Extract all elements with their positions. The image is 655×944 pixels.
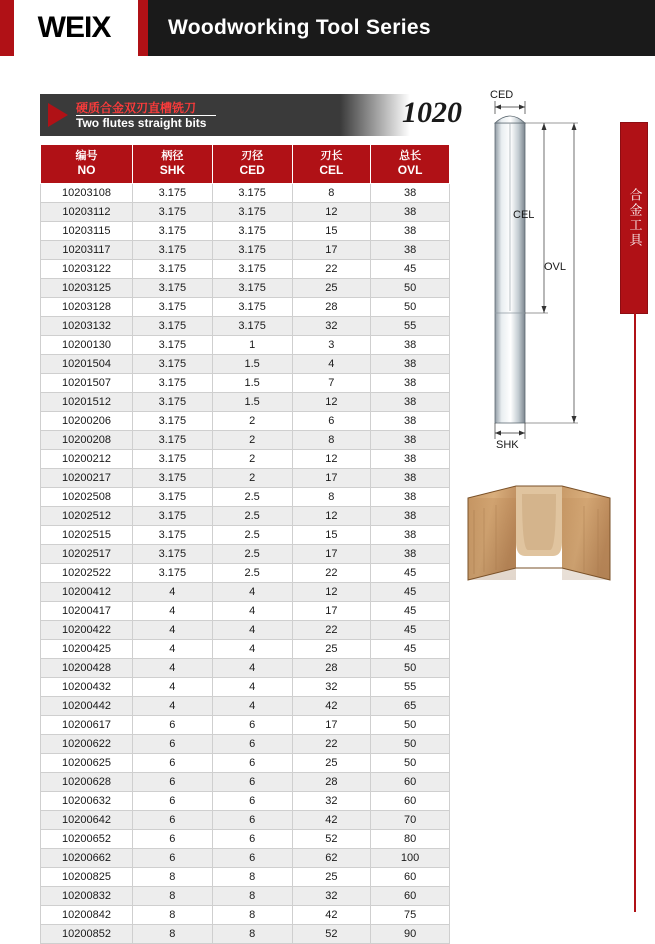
- page-content: [0, 56, 655, 940]
- label-ovl: OVL: [544, 261, 567, 273]
- table-row: [41, 449, 450, 468]
- table-cell: 50: [371, 734, 450, 753]
- table-cell: 45: [371, 639, 450, 658]
- table-row: [41, 810, 450, 829]
- page-header: [0, 0, 655, 56]
- table-cell: 10203132: [41, 316, 133, 335]
- col-header-cel: 刃长 CEL: [292, 145, 371, 184]
- table-cell: 55: [371, 677, 450, 696]
- label-shk: SHK: [496, 439, 519, 451]
- table-row: [41, 734, 450, 753]
- table-cell: 10202515: [41, 525, 133, 544]
- table-cell: 8: [132, 886, 212, 905]
- table-row: [41, 620, 450, 639]
- table-cell: 25: [292, 753, 371, 772]
- table-header-row: [41, 145, 450, 184]
- table-cell: 10201507: [41, 373, 133, 392]
- table-cell: 10200425: [41, 639, 133, 658]
- table-cell: 42: [292, 810, 371, 829]
- table-cell: 10200662: [41, 848, 133, 867]
- table-cell: 6: [212, 791, 292, 810]
- table-cell: 3.175: [132, 525, 212, 544]
- table-cell: 3.175: [132, 563, 212, 582]
- table-row: [41, 677, 450, 696]
- table-cell: 1: [212, 335, 292, 354]
- table-cell: 50: [371, 278, 450, 297]
- table-cell: 3.175: [132, 183, 212, 202]
- series-number: 1020: [402, 96, 462, 129]
- table-cell: 6: [132, 848, 212, 867]
- table-cell: 3.175: [212, 278, 292, 297]
- table-cell: 10200632: [41, 791, 133, 810]
- table-cell: 3.175: [132, 487, 212, 506]
- table-cell: 6: [132, 772, 212, 791]
- table-row: [41, 278, 450, 297]
- table-cell: 60: [371, 886, 450, 905]
- table-row: [41, 202, 450, 221]
- side-rule: [634, 312, 636, 912]
- table-cell: 4: [132, 639, 212, 658]
- table-cell: 3.175: [132, 544, 212, 563]
- col-header-shk: 柄径 SHK: [132, 145, 212, 184]
- table-cell: 60: [371, 867, 450, 886]
- table-cell: 38: [371, 506, 450, 525]
- table-cell: 62: [292, 848, 371, 867]
- table-cell: 60: [371, 791, 450, 810]
- table-cell: 3.175: [212, 259, 292, 278]
- table-row: [41, 468, 450, 487]
- table-cell: 10200628: [41, 772, 133, 791]
- table-cell: 6: [132, 734, 212, 753]
- table-cell: 2: [212, 430, 292, 449]
- table-row: [41, 487, 450, 506]
- table-row: [41, 601, 450, 620]
- table-cell: 3: [292, 335, 371, 354]
- table-cell: 52: [292, 829, 371, 848]
- table-cell: 10202517: [41, 544, 133, 563]
- table-cell: 38: [371, 354, 450, 373]
- table-cell: 45: [371, 582, 450, 601]
- col-header-no: 编号 NO: [41, 145, 133, 184]
- table-cell: 4: [132, 658, 212, 677]
- table-cell: 38: [371, 487, 450, 506]
- table-cell: 2: [212, 411, 292, 430]
- table-row: [41, 373, 450, 392]
- table-cell: 22: [292, 259, 371, 278]
- table-cell: 10200642: [41, 810, 133, 829]
- table-row: [41, 259, 450, 278]
- table-cell: 6: [132, 753, 212, 772]
- table-cell: 8: [212, 924, 292, 943]
- table-cell: 12: [292, 582, 371, 601]
- banner-title-en: Two flutes straight bits: [76, 116, 207, 130]
- table-cell: 6: [212, 848, 292, 867]
- logo-accent-left: [0, 0, 14, 56]
- table-cell: 50: [371, 658, 450, 677]
- table-cell: 8: [212, 886, 292, 905]
- table-cell: 10200825: [41, 867, 133, 886]
- table-cell: 70: [371, 810, 450, 829]
- table-cell: 3.175: [132, 392, 212, 411]
- table-cell: 10203128: [41, 297, 133, 316]
- table-cell: 100: [371, 848, 450, 867]
- table-cell: 10202522: [41, 563, 133, 582]
- table-cell: 22: [292, 620, 371, 639]
- table-cell: 15: [292, 221, 371, 240]
- table-cell: 2.5: [212, 563, 292, 582]
- table-row: [41, 582, 450, 601]
- table-cell: 10200852: [41, 924, 133, 943]
- table-cell: 3.175: [212, 202, 292, 221]
- table-cell: 2.5: [212, 544, 292, 563]
- table-cell: 10200212: [41, 449, 133, 468]
- table-cell: 6: [212, 772, 292, 791]
- table-row: [41, 905, 450, 924]
- table-cell: 3.175: [132, 221, 212, 240]
- table-cell: 38: [371, 411, 450, 430]
- table-cell: 28: [292, 772, 371, 791]
- logo-text: WEIX: [37, 11, 111, 44]
- table-cell: 4: [212, 620, 292, 639]
- table-cell: 4: [212, 658, 292, 677]
- table-row: [41, 240, 450, 259]
- table-cell: 3.175: [212, 240, 292, 259]
- table-cell: 12: [292, 202, 371, 221]
- table-cell: 10201504: [41, 354, 133, 373]
- table-cell: 32: [292, 791, 371, 810]
- table-cell: 10200617: [41, 715, 133, 734]
- table-cell: 4: [212, 696, 292, 715]
- table-cell: 2.5: [212, 506, 292, 525]
- col-header-ovl: 总长 OVL: [371, 145, 450, 184]
- table-cell: 3.175: [212, 221, 292, 240]
- table-cell: 10203108: [41, 183, 133, 202]
- table-cell: 12: [292, 449, 371, 468]
- table-cell: 1.5: [212, 392, 292, 411]
- table-cell: 3.175: [132, 506, 212, 525]
- table-cell: 15: [292, 525, 371, 544]
- table-cell: 6: [132, 829, 212, 848]
- table-row: [41, 183, 450, 202]
- table-cell: 38: [371, 240, 450, 259]
- table-cell: 38: [371, 373, 450, 392]
- table-cell: 12: [292, 506, 371, 525]
- table-cell: 32: [292, 886, 371, 905]
- table-cell: 17: [292, 544, 371, 563]
- table-cell: 10202508: [41, 487, 133, 506]
- table-cell: 10200206: [41, 411, 133, 430]
- table-cell: 8: [132, 924, 212, 943]
- table-cell: 4: [212, 677, 292, 696]
- tool-technical-drawing: [462, 89, 612, 461]
- table-cell: 8: [292, 487, 371, 506]
- table-cell: 10200652: [41, 829, 133, 848]
- table-cell: 10200432: [41, 677, 133, 696]
- table-cell: 8: [132, 905, 212, 924]
- table-cell: 10200842: [41, 905, 133, 924]
- table-cell: 38: [371, 525, 450, 544]
- table-cell: 3.175: [212, 297, 292, 316]
- table-row: [41, 506, 450, 525]
- table-cell: 22: [292, 563, 371, 582]
- table-cell: 3.175: [132, 240, 212, 259]
- table-row: [41, 715, 450, 734]
- label-ced: CED: [490, 89, 514, 101]
- table-cell: 10203115: [41, 221, 133, 240]
- table-row: [41, 411, 450, 430]
- label-cel: CEL: [513, 209, 535, 221]
- spec-table: [40, 144, 450, 944]
- table-row: [41, 848, 450, 867]
- straight-bit-diagram-svg: [462, 101, 612, 461]
- table-cell: 4: [132, 620, 212, 639]
- banner-title-cn: 硬质合金双刃直槽铣刀: [76, 101, 197, 115]
- table-cell: 65: [371, 696, 450, 715]
- table-cell: 50: [371, 297, 450, 316]
- table-cell: 4: [212, 639, 292, 658]
- table-cell: 4: [212, 582, 292, 601]
- table-row: [41, 639, 450, 658]
- table-cell: 80: [371, 829, 450, 848]
- table-cell: 17: [292, 601, 371, 620]
- table-cell: 3.175: [212, 183, 292, 202]
- table-cell: 3.175: [132, 278, 212, 297]
- wood-block-svg: [466, 482, 616, 587]
- table-cell: 38: [371, 202, 450, 221]
- table-cell: 1.5: [212, 354, 292, 373]
- table-cell: 6: [132, 791, 212, 810]
- banner-fade: [340, 94, 410, 136]
- table-cell: 38: [371, 468, 450, 487]
- table-cell: 38: [371, 335, 450, 354]
- table-cell: 10200832: [41, 886, 133, 905]
- table-row: [41, 658, 450, 677]
- table-cell: 6: [212, 753, 292, 772]
- table-cell: 6: [132, 810, 212, 829]
- logo-accent-right: [138, 0, 148, 56]
- table-row: [41, 772, 450, 791]
- table-row: [41, 525, 450, 544]
- table-cell: 25: [292, 639, 371, 658]
- table-cell: 10201512: [41, 392, 133, 411]
- table-cell: 42: [292, 905, 371, 924]
- table-cell: 42: [292, 696, 371, 715]
- table-cell: 3.175: [132, 297, 212, 316]
- col-header-ced: 刃径 CED: [212, 145, 292, 184]
- table-cell: 50: [371, 715, 450, 734]
- wood-sample-illustration: [466, 482, 616, 587]
- table-cell: 3.175: [132, 468, 212, 487]
- table-row: [41, 221, 450, 240]
- table-cell: 3.175: [132, 316, 212, 335]
- table-cell: 25: [292, 278, 371, 297]
- table-cell: 10203125: [41, 278, 133, 297]
- table-cell: 90: [371, 924, 450, 943]
- table-cell: 3.175: [212, 316, 292, 335]
- table-row: [41, 392, 450, 411]
- table-cell: 6: [212, 829, 292, 848]
- table-cell: 8: [212, 905, 292, 924]
- table-cell: 1.5: [212, 373, 292, 392]
- table-row: [41, 354, 450, 373]
- series-banner: [40, 94, 462, 136]
- table-row: [41, 791, 450, 810]
- table-cell: 6: [212, 715, 292, 734]
- table-cell: 10200422: [41, 620, 133, 639]
- table-row: [41, 867, 450, 886]
- table-cell: 17: [292, 715, 371, 734]
- table-cell: 38: [371, 392, 450, 411]
- table-cell: 8: [292, 430, 371, 449]
- table-row: [41, 335, 450, 354]
- table-cell: 3.175: [132, 202, 212, 221]
- table-cell: 2: [212, 449, 292, 468]
- table-cell: 4: [292, 354, 371, 373]
- table-cell: 38: [371, 183, 450, 202]
- table-cell: 8: [212, 867, 292, 886]
- table-cell: 10200625: [41, 753, 133, 772]
- table-cell: 45: [371, 601, 450, 620]
- side-category-label: 合金工具: [626, 188, 642, 248]
- table-cell: 6: [212, 810, 292, 829]
- table-cell: 10200412: [41, 582, 133, 601]
- table-cell: 10203122: [41, 259, 133, 278]
- table-row: [41, 753, 450, 772]
- table-cell: 50: [371, 753, 450, 772]
- table-cell: 3.175: [132, 430, 212, 449]
- table-row: [41, 829, 450, 848]
- brand-logo: [0, 0, 148, 56]
- table-cell: 4: [132, 582, 212, 601]
- table-row: [41, 316, 450, 335]
- table-cell: 4: [132, 677, 212, 696]
- table-cell: 6: [292, 411, 371, 430]
- table-row: [41, 696, 450, 715]
- table-cell: 12: [292, 392, 371, 411]
- table-cell: 38: [371, 221, 450, 240]
- table-cell: 2.5: [212, 487, 292, 506]
- table-cell: 38: [371, 449, 450, 468]
- table-cell: 2: [212, 468, 292, 487]
- table-cell: 3.175: [132, 449, 212, 468]
- table-cell: 7: [292, 373, 371, 392]
- table-cell: 32: [292, 677, 371, 696]
- table-cell: 45: [371, 563, 450, 582]
- table-cell: 10202512: [41, 506, 133, 525]
- table-cell: 22: [292, 734, 371, 753]
- table-cell: 10203112: [41, 202, 133, 221]
- table-cell: 25: [292, 867, 371, 886]
- page-title: Woodworking Tool Series: [168, 16, 431, 39]
- side-category-tab: [620, 122, 648, 314]
- table-cell: 10200217: [41, 468, 133, 487]
- table-cell: 55: [371, 316, 450, 335]
- table-body: [41, 183, 450, 943]
- table-cell: 60: [371, 772, 450, 791]
- table-cell: 28: [292, 297, 371, 316]
- table-cell: 10200208: [41, 430, 133, 449]
- table-cell: 10200442: [41, 696, 133, 715]
- table-cell: 4: [132, 601, 212, 620]
- table-row: [41, 886, 450, 905]
- table-cell: 45: [371, 259, 450, 278]
- table-cell: 10200622: [41, 734, 133, 753]
- table-cell: 38: [371, 544, 450, 563]
- table-cell: 10200417: [41, 601, 133, 620]
- table-cell: 38: [371, 430, 450, 449]
- triangle-right-icon: [48, 103, 68, 127]
- table-cell: 3.175: [132, 411, 212, 430]
- table-row: [41, 544, 450, 563]
- table-cell: 6: [132, 715, 212, 734]
- table-row: [41, 563, 450, 582]
- table-cell: 2.5: [212, 525, 292, 544]
- table-cell: 28: [292, 658, 371, 677]
- table-row: [41, 297, 450, 316]
- table-cell: 3.175: [132, 373, 212, 392]
- table-cell: 32: [292, 316, 371, 335]
- table-cell: 3.175: [132, 259, 212, 278]
- table-cell: 6: [212, 734, 292, 753]
- table-cell: 75: [371, 905, 450, 924]
- table-cell: 4: [212, 601, 292, 620]
- table-cell: 3.175: [132, 354, 212, 373]
- table-cell: 10200428: [41, 658, 133, 677]
- table-row: [41, 924, 450, 943]
- table-cell: 8: [292, 183, 371, 202]
- table-cell: 10203117: [41, 240, 133, 259]
- table-cell: 8: [132, 867, 212, 886]
- table-cell: 52: [292, 924, 371, 943]
- table-cell: 45: [371, 620, 450, 639]
- table-cell: 3.175: [132, 335, 212, 354]
- table-cell: 10200130: [41, 335, 133, 354]
- table-cell: 4: [132, 696, 212, 715]
- table-cell: 17: [292, 240, 371, 259]
- table-row: [41, 430, 450, 449]
- table-cell: 17: [292, 468, 371, 487]
